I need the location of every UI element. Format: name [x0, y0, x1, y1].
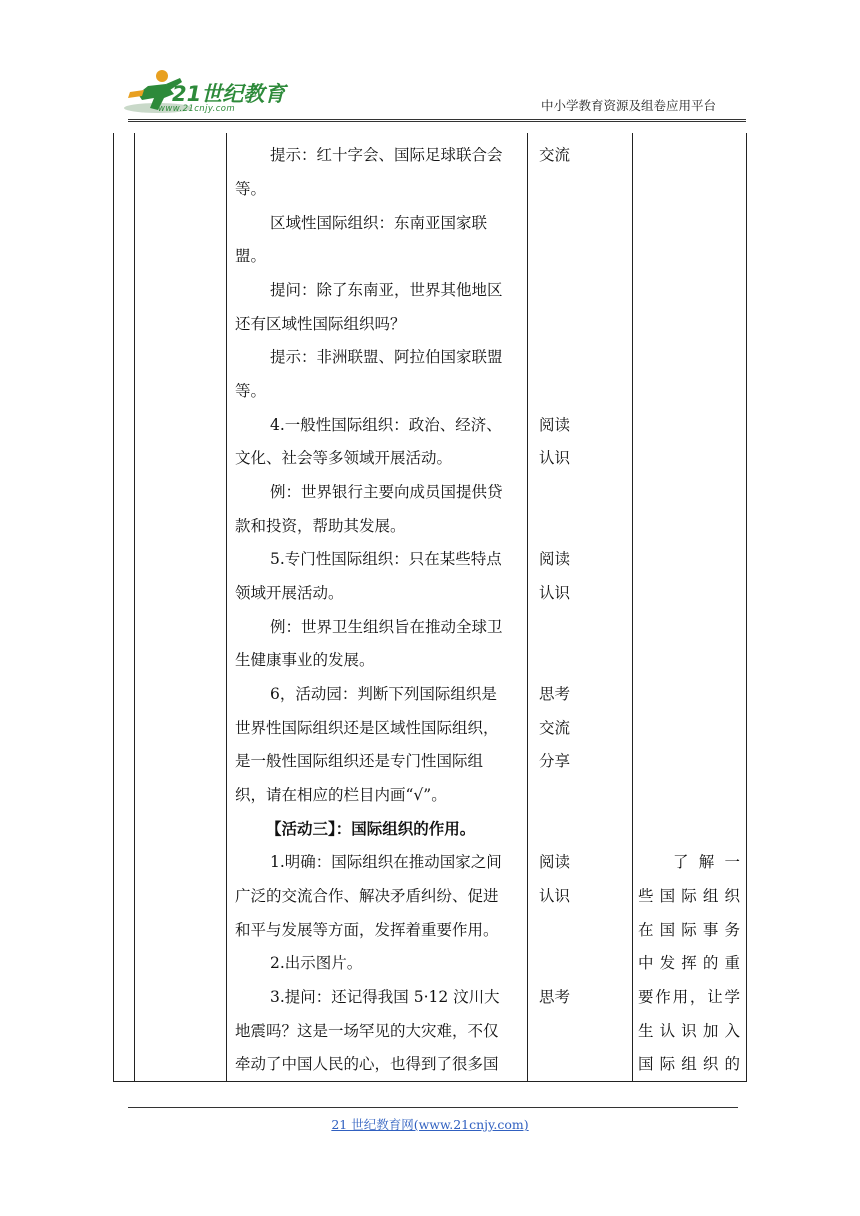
content-line: 等。	[235, 382, 267, 400]
activity-label: 认识	[539, 887, 571, 905]
content-line: 织，请在相应的栏目内画“√”。	[235, 786, 447, 804]
column-divider-1	[134, 133, 135, 1082]
column-divider-2	[226, 133, 227, 1082]
content-line: 是一般性国际组织还是专门性国际组	[235, 752, 484, 770]
activity-label: 阅读	[539, 416, 571, 434]
content-line: 3.提问：还记得我国 5·12 汶川大	[270, 988, 500, 1006]
content-line: 牵动了中国人民的心，也得到了很多国	[235, 1055, 499, 1073]
header-divider	[128, 119, 746, 120]
activity-label: 交流	[539, 146, 571, 164]
content-line: 生健康事业的发展。	[235, 651, 375, 669]
activity-heading: 【活动三】：国际组织的作用。	[266, 819, 476, 838]
activity-label: 阅读	[539, 550, 571, 568]
activity-label: 分享	[539, 752, 571, 770]
header-divider-2	[128, 121, 746, 122]
platform-name: 中小学教育资源及组卷应用平台	[541, 98, 717, 113]
content-line: 区域性国际组织：东南亚国家联	[270, 214, 488, 232]
activity-label: 认识	[539, 584, 571, 602]
footer-divider	[128, 1107, 738, 1108]
intent-line: 在国际事务	[638, 921, 740, 939]
table-border-left	[113, 133, 114, 1082]
content-line: 款和投资，帮助其发展。	[235, 517, 406, 535]
content-line: 等。	[235, 180, 267, 198]
column-divider-4	[632, 133, 633, 1082]
intent-line: 生认识加入	[638, 1022, 740, 1040]
content-line: 还有区域性国际组织吗？	[235, 315, 406, 333]
content-line: 文化、社会等多领域开展活动。	[235, 449, 453, 467]
table-border-right	[746, 133, 747, 1082]
content-line: 提示：红十字会、国际足球联合会	[270, 146, 503, 164]
content-line: 广泛的交流合作、解决矛盾纠纷、促进	[235, 887, 499, 905]
content-line: 提示：非洲联盟、阿拉伯国家联盟	[270, 348, 503, 366]
table-border-bottom	[113, 1081, 747, 1082]
content-line: 领域开展活动。	[235, 584, 344, 602]
activity-label: 认识	[539, 449, 571, 467]
content-line: 5.专门性国际组织：只在某些特点	[270, 550, 502, 568]
content-line: 地震吗？这是一场罕见的大灾难，不仅	[235, 1022, 499, 1040]
page-header	[0, 0, 860, 125]
logo-url: www.21cnjy.com	[158, 104, 236, 114]
content-line: 1.明确：国际组织在推动国家之间	[270, 853, 502, 871]
intent-line: 些国际组织	[638, 887, 740, 905]
activity-label: 阅读	[539, 853, 571, 871]
intent-line: 国际组织的	[638, 1055, 740, 1073]
activity-label: 交流	[539, 719, 571, 737]
content-line: 2.出示图片。	[270, 954, 363, 972]
content-line: 例：世界卫生组织旨在推动全球卫	[270, 618, 503, 636]
activity-label: 思考	[539, 685, 571, 703]
intent-line: 要作用，让学	[638, 988, 740, 1006]
content-line: 提问：除了东南亚，世界其他地区	[270, 281, 503, 299]
content-line: 和平与发展等方面，发挥着重要作用。	[235, 921, 499, 939]
logo-text: 21世纪教育	[172, 82, 286, 106]
intent-line: 了 解 一	[673, 853, 740, 871]
content-line: 4.一般性国际组织：政治、经济、	[270, 416, 502, 434]
intent-line: 中发挥的重	[638, 954, 740, 972]
footer-link[interactable]: 21 世纪教育网(www.21cnjy.com)	[331, 1117, 529, 1132]
content-line: 世界性国际组织还是区域性国际组织，	[235, 719, 499, 737]
content-line: 6，活动园：判断下列国际组织是	[270, 685, 497, 703]
content-line: 盟。	[235, 247, 267, 265]
column-divider-3	[527, 133, 528, 1082]
activity-label: 思考	[539, 988, 571, 1006]
content-line: 例：世界银行主要向成员国提供贷	[270, 483, 503, 501]
